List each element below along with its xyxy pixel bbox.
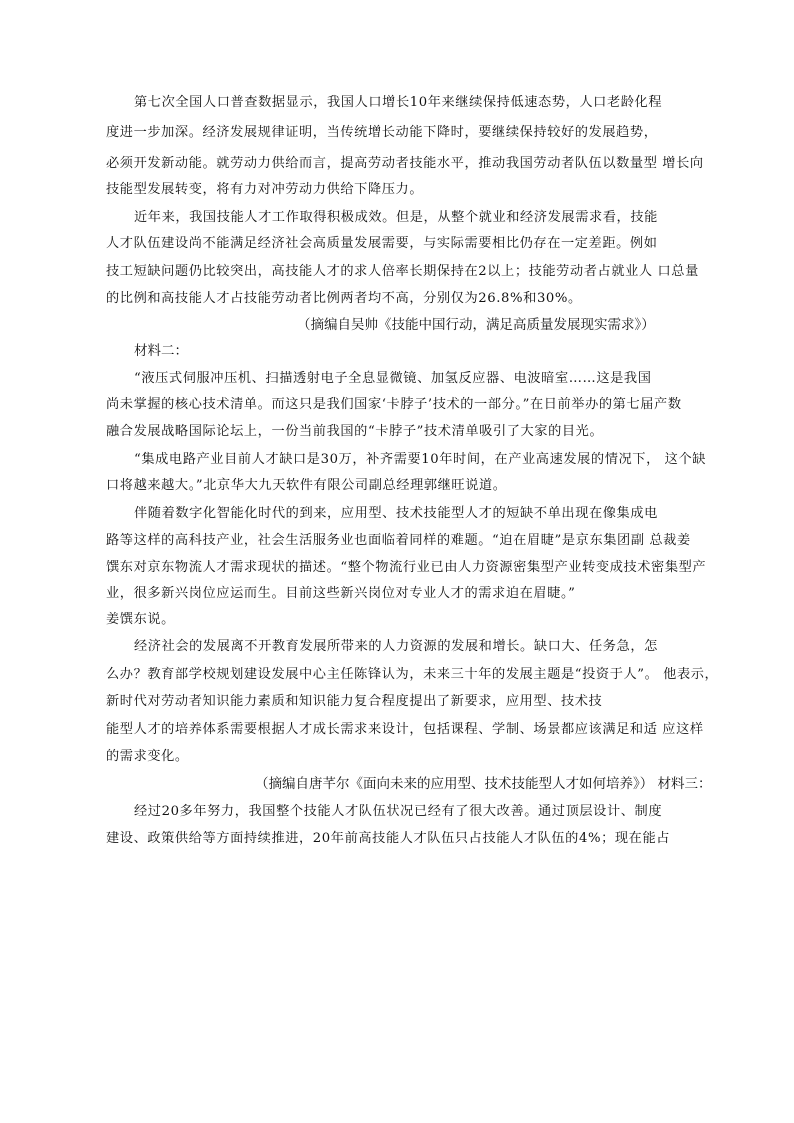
body-line: 的需求变化。 — [106, 749, 189, 764]
body-line: 人才队伍建设尚不能满足经济社会高质量发展需要，与实际需要相比仍存在一定差距。例如 — [106, 236, 658, 251]
body-line: 尚未掌握的核心技术清单。而这只是我们国家‘卡脖子’技术的一部分。”在日前举办的第七届产数 — [106, 397, 682, 412]
body-line: 馔东对京东物流人才需求现状的描述。“整个物流行业已由人力资源密集型产业转变成技术密集型产 — [106, 560, 707, 575]
source-citation: （摘编自唐芊尔《面向未来的应用型、技术技能型人才如何培养》） 材料三： — [255, 776, 712, 792]
body-line: 技工短缺问题仍比较突出，高技能人才的求人倍率长期保持在2以上；技能劳动者占就业人 口总量 — [106, 264, 699, 279]
body-line: 第七次全国人口普查数据显示，我国人口增长10年来继续保持低速态势，人口老龄化程 — [134, 95, 663, 110]
body-line: 能型人才的培养体系需要根据人才成长需求来设计，包括课程、学制、场景都应该满足和适 应这样 — [106, 722, 704, 737]
body-line: 度进一步加深。经济发展规律证明，当传统增长动能下降时，要继续保持较好的发展趋势， — [106, 125, 658, 140]
body-line: “液压式伺服冲压机、扫描透射电子全息显微镜、加氢反应器、电波暗室……这是我国 — [134, 371, 652, 386]
body-line: 姜馔东说。 — [106, 612, 175, 627]
body-line: 新时代对劳动者知识能力素质和知识能力复合程度提出了新要求，应用型、技术技 — [106, 694, 603, 709]
body-line: 口将越来越大。”北京华大九天软件有限公司副总经理郭继旺说道。 — [106, 478, 507, 493]
source-citation: （摘编自吴帅《技能中国行动，满足高质量发展现实需求》） — [297, 317, 655, 333]
body-line: 么办？教育部学校规划建设发展中心主任陈锋认为，未来三十年的发展主题是“投资于人”。 他表示， — [106, 667, 719, 682]
body-line: 技能型发展转变，将有力对冲劳动力供给下降压力。 — [106, 182, 424, 197]
body-line: 经过20多年努力，我国整个技能人才队伍状况已经有了很大改善。通过顶层设计、制度 — [134, 804, 663, 819]
body-line: 路等这样的高科技产业，社会生活服务业也面临着同样的难题。“迫在眉睫”是京东集团副 总裁姜 — [106, 533, 691, 548]
body-line: 伴随着数字化智能化时代的到来，应用型、技术技能型人才的短缺不单出现在像集成电 — [134, 506, 658, 521]
body-line: 融合发展战略国际论坛上，一份当前我国的“卡脖子”技术清单吸引了大家的目光。 — [106, 424, 604, 439]
body-line: 近年来，我国技能人才工作取得积极成效。但是，从整个就业和经济发展需求看，技能 — [134, 210, 658, 225]
material-heading: 材料二： — [134, 343, 188, 359]
body-line: “集成电路产业目前人才缺口是30万，补齐需要10年时间，在产业高速发展的情况下， 这个缺 — [134, 452, 707, 467]
body-line: 业，很多新兴岗位应运而生。目前这些新兴岗位对专业人才的需求迫在眉睫。” — [106, 586, 576, 601]
body-line: 经济社会的发展离不开教育发展所带来的人力资源的发展和增长。缺口大、任务急，怎 — [134, 639, 658, 654]
body-line: 的比例和高技能人才占技能劳动者比例两者均不高，分别仅为26.8%和30%。 — [106, 291, 582, 306]
body-line: 建设、政策供给等方面持续推进，20年前高技能人才队伍只占技能人才队伍的4%；现在能占 — [106, 831, 671, 846]
body-line: 必须开发新动能。就劳动力供给而言，提高劳动者技能水平，推动我国劳动者队伍以数量型 增长向 — [106, 156, 704, 171]
